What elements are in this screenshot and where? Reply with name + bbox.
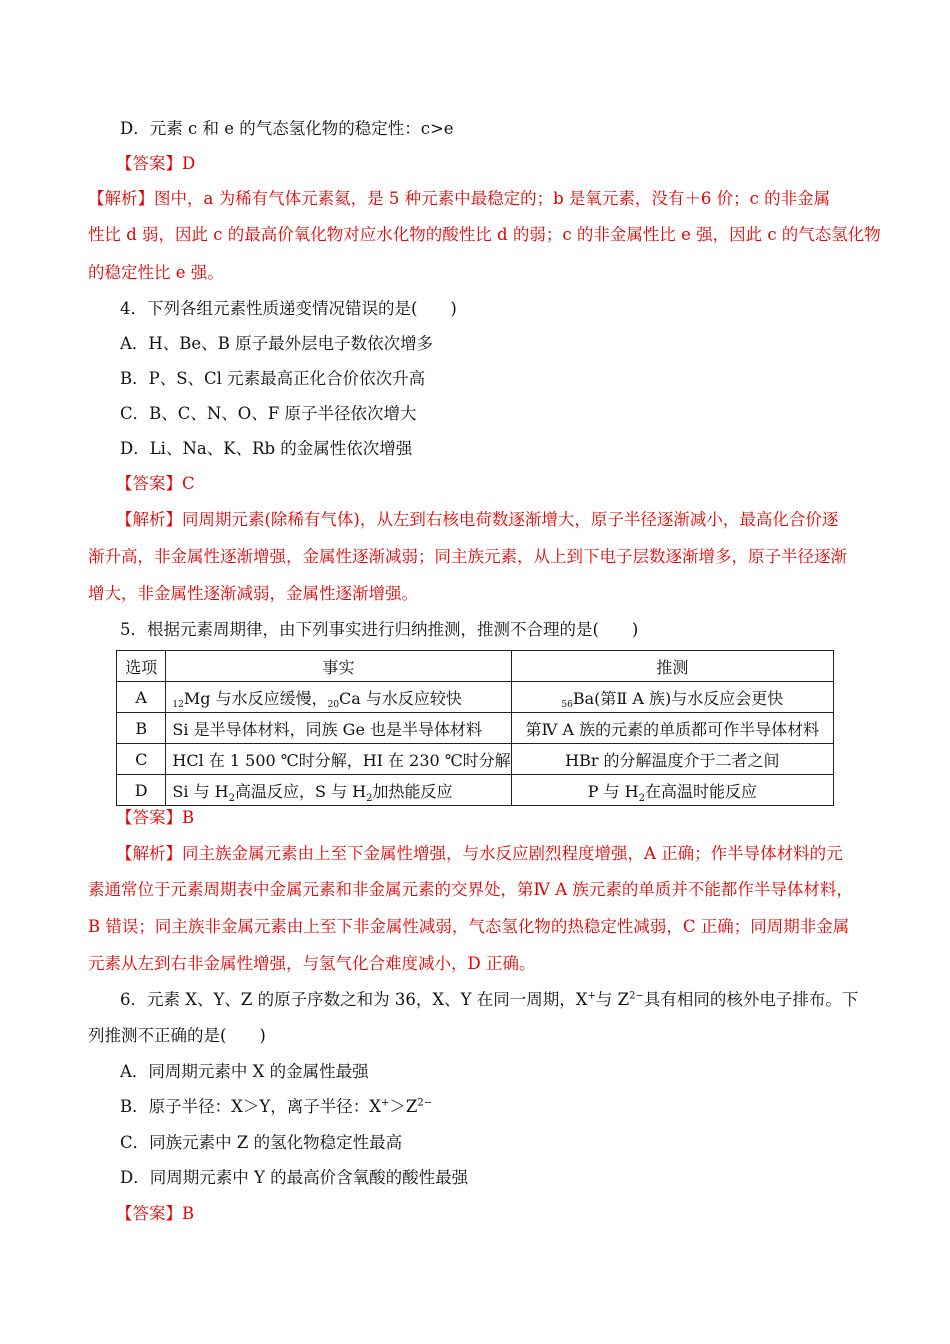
q4-option-d: D．Li、Na、K、Rb 的金属性依次增强 bbox=[120, 439, 413, 458]
q6-stem-line2: 列推测不正确的是( ) bbox=[88, 1026, 266, 1045]
q4-explanation-line2: 渐升高，非金属性逐渐增强，金属性逐渐减弱；同主族元素，从上到下电子层数逐渐增多，原子半径逐渐 bbox=[88, 547, 847, 566]
row-c-option: C bbox=[117, 744, 166, 775]
header-option: 选项 bbox=[117, 651, 166, 682]
row-d-fact: Si 与 $H_2$高温反应，S 与 $H_2$加热能反应 bbox=[166, 775, 511, 806]
q5-table bbox=[116, 650, 834, 806]
q4-option-a: A．H、Be、B 原子最外层电子数依次增多 bbox=[120, 334, 434, 353]
row-b-option: B bbox=[117, 713, 166, 744]
row-c-fact: HCl 在 1 500 ℃时分解，HI 在 230 ℃时分解 bbox=[166, 744, 511, 775]
q3-answer: 【答案】D bbox=[116, 154, 196, 173]
q3-explanation-line3: 的稳定性比 e 强。 bbox=[88, 263, 224, 282]
q4-option-b: B．P、S、Cl 元素最高正化合价依次升高 bbox=[120, 369, 426, 388]
q6-option-c: C．同族元素中 Z 的氢化物稳定性最高 bbox=[120, 1133, 403, 1152]
q4-stem: 4．下列各组元素性质递变情况错误的是( ) bbox=[120, 299, 457, 318]
table-row bbox=[117, 744, 834, 775]
row-a-fact: $_{12}$Mg 与水反应缓慢，$_{20}$Ca 与水反应较快 bbox=[166, 682, 511, 713]
table-row bbox=[117, 775, 834, 806]
header-inference: 推测 bbox=[511, 651, 833, 682]
q6-answer: 【答案】B bbox=[116, 1204, 195, 1223]
row-b-fact: Si 是半导体材料，同族 Ge 也是半导体材料 bbox=[166, 713, 511, 744]
row-d-inference: P 与 $H_2$在高温时能反应 bbox=[511, 775, 833, 806]
q5-explanation-line3: B 错误；同主族非金属元素由上至下非金属性减弱，气态氢化物的热稳定性减弱，C 正确；同周期非金属 bbox=[88, 917, 850, 936]
row-c-inference: HBr 的分解温度介于二者之间 bbox=[511, 744, 833, 775]
q4-option-c: C．B、C、N、O、F 原子半径依次增大 bbox=[120, 404, 417, 423]
table-header-row bbox=[117, 651, 834, 682]
q3-explanation-line2: 性比 d 弱，因此 c 的最高价氧化物对应水化物的酸性比 d 的弱；c 的非金属性比 e 强，因此 c 的气态氢化物 bbox=[88, 225, 881, 244]
q3-explanation-line1: 【解析】图中，a 为稀有气体元素氦，是 5 种元素中最稳定的；b 是氧元素，没有＋6 价；c 的非金属 bbox=[88, 189, 831, 208]
q3-option-d: D．元素 c 和 e 的气态氢化物的稳定性：c>e bbox=[120, 119, 454, 138]
q5-answer: 【答案】B bbox=[116, 808, 195, 827]
q6-option-d: D．同周期元素中 Y 的最高价含氧酸的酸性最强 bbox=[120, 1168, 469, 1187]
q4-answer: 【答案】C bbox=[116, 474, 195, 493]
row-d-option: D bbox=[117, 775, 166, 806]
q6-stem-line1: 6．元素 X、Y、Z 的原子序数之和为 36，X、Y 在同一周期，X+与 $Z^{2-}$具有相同的核外电子排布。下 bbox=[120, 990, 859, 1009]
q5-explanation-line1: 【解析】同主族金属元素由上至下金属性增强，与水反应剧烈程度增强，A 正确；作半导体材料的元 bbox=[116, 844, 843, 863]
q5-explanation-line4: 元素从左到右非金属性增强，与氢气化合难度减小，D 正确。 bbox=[88, 954, 536, 973]
header-fact: 事实 bbox=[166, 651, 511, 682]
q4-explanation-line3: 增大，非金属性逐渐减弱，金属性逐渐增强。 bbox=[88, 584, 418, 603]
q5-stem: 5．根据元素周期律，由下列事实进行归纳推测，推测不合理的是( ) bbox=[120, 620, 639, 639]
table-row bbox=[117, 713, 834, 744]
row-a-option: A bbox=[117, 682, 166, 713]
q6-option-a: A．同周期元素中 X 的金属性最强 bbox=[120, 1062, 369, 1081]
row-a-inference: $_{56}$Ba(第Ⅱ A 族)与水反应会更快 bbox=[511, 682, 833, 713]
table-row bbox=[117, 682, 834, 713]
q4-explanation-line1: 【解析】同周期元素(除稀有气体)，从左到右核电荷数逐渐增大，原子半径逐渐减小，最高化合价逐 bbox=[116, 510, 839, 529]
row-b-inference: 第Ⅳ A 族的元素的单质都可作半导体材料 bbox=[511, 713, 833, 744]
q5-explanation-line2: 素通常位于元素周期表中金属元素和非金属元素的交界处，第Ⅳ A 族元素的单质并不能都作半导体材料， bbox=[88, 880, 853, 899]
q6-option-b: B．原子半径：X＞Y，离子半径：$X^+>Z^{2-}$ bbox=[120, 1097, 433, 1116]
